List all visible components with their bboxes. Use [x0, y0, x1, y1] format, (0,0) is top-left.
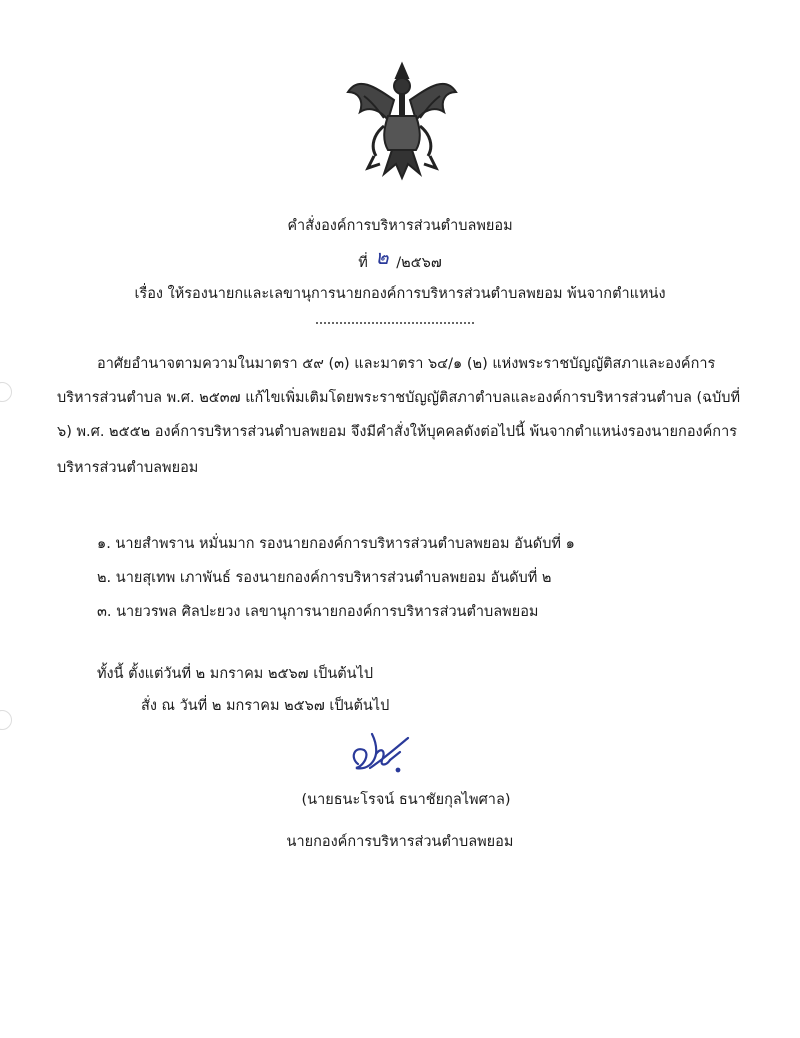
handwritten-signature [330, 724, 420, 786]
garuda-emblem [344, 56, 460, 184]
paragraph-line: บริหารส่วนตำบล พ.ศ. ๒๕๓๗ แก้ไขเพิ่มเติมโดยพระราชบัญญัติสภาตำบลและองค์การบริหารส่วนตำบล (ฉบับที่ [57, 390, 741, 406]
number-suffix: /๒๕๖๗ [396, 255, 442, 271]
dotted-divider [316, 322, 474, 324]
ordered-date-text: สั่ง ณ วันที่ ๒ มกราคม ๒๕๖๗ เป็นต้นไป [141, 698, 390, 714]
order-number [0, 244, 800, 276]
number-prefix: ที่ [358, 255, 368, 271]
scan-artifact [0, 382, 12, 402]
order-title: คำสั่งองค์การบริหารส่วนตำบลพยอม [287, 218, 513, 234]
paragraph-line: ๖) พ.ศ. ๒๕๕๒ องค์การบริหารส่วนตำบลพยอม จึงมีคำสั่งให้บุคคลดังต่อไปนี้ พ้นจากตำแหน่งรองนายกองค์การ [57, 424, 738, 440]
handwritten-number: ๒ [375, 245, 389, 269]
effective-date-text: ทั้งนี้ ตั้งแต่วันที่ ๒ มกราคม ๒๕๖๗ เป็นต้นไป [97, 666, 374, 682]
signer-position: นายกองค์การบริหารส่วนตำบลพยอม [286, 834, 514, 850]
list-item: ๓. นายวรพล ศิลปะยวง เลขานุการนายกองค์การบริหารส่วนตำบลพยอม [97, 604, 539, 620]
order-subject: เรื่อง ให้รองนายกและเลขานุการนายกองค์การบริหารส่วนตำบลพยอม พ้นจากตำแหน่ง [134, 286, 666, 302]
signer-name: (นายธนะโรจน์ ธนาชัยกุลไพศาล) [301, 792, 511, 808]
paragraph-line: บริหารส่วนตำบลพยอม [57, 460, 199, 476]
list-item: ๒. นายสุเทพ เภาพันธ์ รองนายกองค์การบริหารส่วนตำบลพยอม อันดับที่ ๒ [97, 570, 552, 586]
scan-artifact [0, 710, 12, 730]
paragraph-line: อาศัยอำนาจตามความในมาตรา ๕๙ (๓) และมาตรา ๖๔/๑ (๒) แห่งพระราชบัญญัติสภาและองค์การ [97, 356, 716, 372]
list-item: ๑. นายสำพราน หมั่นมาก รองนายกองค์การบริหารส่วนตำบลพยอม อันดับที่ ๑ [97, 536, 575, 552]
